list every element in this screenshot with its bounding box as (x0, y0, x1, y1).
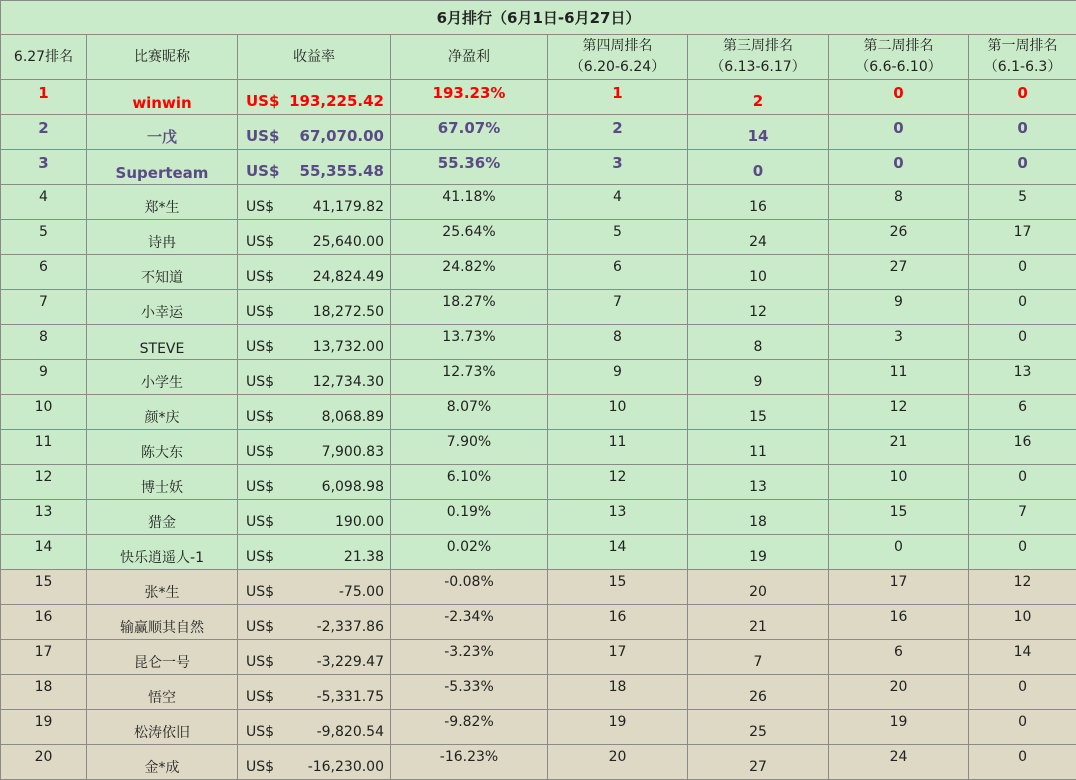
header-week2-dates: （6.6-6.10） (829, 57, 968, 78)
rank-cell: 3 (1, 150, 87, 185)
week4-rank-cell: 14 (548, 535, 688, 570)
week4-rank-cell: 5 (548, 220, 688, 255)
week3-rank-cell: 15 (688, 395, 829, 430)
week1-rank-cell: 13 (969, 360, 1076, 395)
profit-amount: 25,640.00 (313, 234, 384, 250)
profit-amount: 7,900.83 (322, 444, 384, 460)
week4-rank-cell: 16 (548, 605, 688, 640)
header-name: 比赛昵称 (87, 35, 238, 80)
week4-rank-cell: 6 (548, 255, 688, 290)
header-week3-label: 第三周排名 (688, 36, 828, 57)
currency-label: US$ (246, 92, 279, 110)
rank-cell: 16 (1, 605, 87, 640)
header-net: 净盈利 (391, 35, 548, 80)
table-row (1, 220, 1076, 255)
profit-amount: 67,070.00 (300, 127, 384, 145)
week3-rank-cell: 0 (688, 150, 829, 185)
week4-rank-cell: 10 (548, 395, 688, 430)
nickname-cell: 小幸运 (87, 290, 238, 325)
currency-label: US$ (246, 304, 274, 320)
profit-cell (238, 535, 391, 570)
currency-label: US$ (246, 444, 274, 460)
profit-amount: 193,225.42 (289, 92, 384, 110)
week4-rank-cell: 13 (548, 500, 688, 535)
currency-label: US$ (246, 374, 274, 390)
week1-rank-cell: 0 (969, 675, 1076, 710)
table-row (1, 535, 1076, 570)
week1-rank-cell: 0 (969, 290, 1076, 325)
week4-rank-cell: 17 (548, 640, 688, 675)
rank-cell: 2 (1, 115, 87, 150)
week3-rank-cell: 24 (688, 220, 829, 255)
table-row (1, 255, 1076, 290)
week3-rank-cell: 13 (688, 465, 829, 500)
profit-cell (238, 710, 391, 745)
rank-cell: 20 (1, 745, 87, 780)
week1-rank-cell: 0 (969, 115, 1076, 150)
week3-rank-cell: 25 (688, 710, 829, 745)
header-week1 (969, 35, 1076, 80)
currency-label: US$ (246, 619, 274, 635)
week4-rank-cell: 19 (548, 710, 688, 745)
week2-rank-cell: 12 (829, 395, 969, 430)
week1-rank-cell: 0 (969, 465, 1076, 500)
header-week2-label: 第二周排名 (829, 36, 968, 57)
profit-cell (238, 255, 391, 290)
table-row (1, 325, 1076, 360)
net-profit-cell: 55.36% (391, 150, 548, 185)
profit-amount: -3,229.47 (317, 654, 384, 670)
rank-cell: 18 (1, 675, 87, 710)
week2-rank-cell: 3 (829, 325, 969, 360)
rank-cell: 9 (1, 360, 87, 395)
nickname-cell: 郑*生 (87, 185, 238, 220)
profit-cell (238, 115, 391, 150)
header-rank: 6.27排名 (1, 35, 87, 80)
rank-cell: 8 (1, 325, 87, 360)
table-row (1, 150, 1076, 185)
table-row (1, 290, 1076, 325)
week4-rank-cell: 7 (548, 290, 688, 325)
week3-rank-cell: 11 (688, 430, 829, 465)
week2-rank-cell: 11 (829, 360, 969, 395)
header-profit: 收益率 (238, 35, 391, 80)
week4-rank-cell: 3 (548, 150, 688, 185)
net-profit-cell: -9.82% (391, 710, 548, 745)
week2-rank-cell: 8 (829, 185, 969, 220)
week3-rank-cell: 21 (688, 605, 829, 640)
week3-rank-cell: 20 (688, 570, 829, 605)
nickname-cell: 昆仑一号 (87, 640, 238, 675)
week2-rank-cell: 21 (829, 430, 969, 465)
profit-cell (238, 150, 391, 185)
week3-rank-cell: 2 (688, 80, 829, 115)
nickname-cell: 不知道 (87, 255, 238, 290)
profit-cell (238, 605, 391, 640)
week3-rank-cell: 18 (688, 500, 829, 535)
rank-cell: 19 (1, 710, 87, 745)
week3-rank-cell: 27 (688, 745, 829, 780)
net-profit-cell: 67.07% (391, 115, 548, 150)
week4-rank-cell: 9 (548, 360, 688, 395)
profit-amount: -5,331.75 (317, 689, 384, 705)
header-week3 (688, 35, 829, 80)
profit-cell (238, 570, 391, 605)
rank-cell: 10 (1, 395, 87, 430)
table-row (1, 500, 1076, 535)
table-row (1, 570, 1076, 605)
profit-cell (238, 465, 391, 500)
week3-rank-cell: 7 (688, 640, 829, 675)
nickname-cell: 张*生 (87, 570, 238, 605)
week1-rank-cell: 6 (969, 395, 1076, 430)
week1-rank-cell: 16 (969, 430, 1076, 465)
net-profit-cell: 25.64% (391, 220, 548, 255)
week2-rank-cell: 9 (829, 290, 969, 325)
week2-rank-cell: 0 (829, 80, 969, 115)
rank-cell: 12 (1, 465, 87, 500)
nickname-cell: 输赢顺其自然 (87, 605, 238, 640)
profit-cell (238, 675, 391, 710)
nickname-cell: winwin (87, 80, 238, 115)
net-profit-cell: 13.73% (391, 325, 548, 360)
table-row (1, 465, 1076, 500)
net-profit-cell: -2.34% (391, 605, 548, 640)
header-week4-dates: （6.20-6.24） (548, 57, 687, 78)
currency-label: US$ (246, 127, 279, 145)
profit-amount: 6,098.98 (322, 479, 384, 495)
week4-rank-cell: 1 (548, 80, 688, 115)
week3-rank-cell: 12 (688, 290, 829, 325)
profit-cell (238, 640, 391, 675)
week3-rank-cell: 9 (688, 360, 829, 395)
week4-rank-cell: 11 (548, 430, 688, 465)
week1-rank-cell: 0 (969, 745, 1076, 780)
rank-cell: 4 (1, 185, 87, 220)
title-row (1, 1, 1076, 35)
week3-rank-cell: 16 (688, 185, 829, 220)
profit-cell (238, 500, 391, 535)
net-profit-cell: 24.82% (391, 255, 548, 290)
week1-rank-cell: 14 (969, 640, 1076, 675)
net-profit-cell: -5.33% (391, 675, 548, 710)
nickname-cell: 松涛依旧 (87, 710, 238, 745)
week1-rank-cell: 0 (969, 255, 1076, 290)
rank-cell: 1 (1, 80, 87, 115)
week2-rank-cell: 0 (829, 115, 969, 150)
table-row (1, 640, 1076, 675)
week3-rank-cell: 26 (688, 675, 829, 710)
week2-rank-cell: 15 (829, 500, 969, 535)
week1-rank-cell: 0 (969, 710, 1076, 745)
currency-label: US$ (246, 549, 274, 565)
week2-rank-cell: 17 (829, 570, 969, 605)
profit-cell (238, 185, 391, 220)
table-row (1, 115, 1076, 150)
profit-amount: 24,824.49 (313, 269, 384, 285)
nickname-cell: 诗冉 (87, 220, 238, 255)
week2-rank-cell: 6 (829, 640, 969, 675)
header-week1-dates: （6.1-6.3） (969, 57, 1076, 78)
rank-cell: 6 (1, 255, 87, 290)
currency-label: US$ (246, 514, 274, 530)
profit-amount: -9,820.54 (317, 724, 384, 740)
net-profit-cell: 18.27% (391, 290, 548, 325)
week3-rank-cell: 19 (688, 535, 829, 570)
currency-label: US$ (246, 479, 274, 495)
currency-label: US$ (246, 269, 274, 285)
table-row (1, 395, 1076, 430)
profit-cell (238, 745, 391, 780)
profit-cell (238, 325, 391, 360)
net-profit-cell: 8.07% (391, 395, 548, 430)
table-row (1, 675, 1076, 710)
table-title: 6月排行（6月1日-6月27日） (1, 1, 1076, 35)
profit-amount: 8,068.89 (322, 409, 384, 425)
net-profit-cell: 41.18% (391, 185, 548, 220)
week1-rank-cell: 5 (969, 185, 1076, 220)
currency-label: US$ (246, 199, 274, 215)
rank-cell: 15 (1, 570, 87, 605)
profit-cell (238, 80, 391, 115)
rank-cell: 14 (1, 535, 87, 570)
week2-rank-cell: 0 (829, 150, 969, 185)
week1-rank-cell: 0 (969, 325, 1076, 360)
profit-amount: 190.00 (335, 514, 384, 530)
table-row (1, 710, 1076, 745)
header-row (1, 35, 1076, 80)
nickname-cell: 一戊 (87, 115, 238, 150)
profit-cell (238, 430, 391, 465)
net-profit-cell: 6.10% (391, 465, 548, 500)
nickname-cell: 悟空 (87, 675, 238, 710)
profit-amount: 55,355.48 (300, 162, 384, 180)
nickname-cell: 猎金 (87, 500, 238, 535)
week1-rank-cell: 10 (969, 605, 1076, 640)
net-profit-cell: 0.02% (391, 535, 548, 570)
profit-amount: 13,732.00 (313, 339, 384, 355)
header-week4 (548, 35, 688, 80)
nickname-cell: 颜*庆 (87, 395, 238, 430)
week2-rank-cell: 10 (829, 465, 969, 500)
table-row (1, 185, 1076, 220)
currency-label: US$ (246, 724, 274, 740)
profit-amount: 12,734.30 (313, 374, 384, 390)
table-row (1, 605, 1076, 640)
week2-rank-cell: 19 (829, 710, 969, 745)
week2-rank-cell: 16 (829, 605, 969, 640)
rank-cell: 7 (1, 290, 87, 325)
week3-rank-cell: 10 (688, 255, 829, 290)
week2-rank-cell: 0 (829, 535, 969, 570)
week4-rank-cell: 18 (548, 675, 688, 710)
week3-rank-cell: 14 (688, 115, 829, 150)
net-profit-cell: 0.19% (391, 500, 548, 535)
table-row (1, 80, 1076, 115)
week4-rank-cell: 4 (548, 185, 688, 220)
profit-cell (238, 360, 391, 395)
profit-amount: 18,272.50 (313, 304, 384, 320)
net-profit-cell: 193.23% (391, 80, 548, 115)
week4-rank-cell: 15 (548, 570, 688, 605)
table-row (1, 360, 1076, 395)
week1-rank-cell: 7 (969, 500, 1076, 535)
week4-rank-cell: 8 (548, 325, 688, 360)
rank-cell: 17 (1, 640, 87, 675)
table-row (1, 745, 1076, 780)
currency-label: US$ (246, 162, 279, 180)
header-week3-dates: （6.13-6.17） (688, 57, 828, 78)
week2-rank-cell: 20 (829, 675, 969, 710)
header-week1-label: 第一周排名 (969, 36, 1076, 57)
week2-rank-cell: 27 (829, 255, 969, 290)
week2-rank-cell: 26 (829, 220, 969, 255)
nickname-cell: 快乐逍遥人-1 (87, 535, 238, 570)
week1-rank-cell: 0 (969, 535, 1076, 570)
week1-rank-cell: 17 (969, 220, 1076, 255)
net-profit-cell: -3.23% (391, 640, 548, 675)
nickname-cell: 陈大东 (87, 430, 238, 465)
net-profit-cell: 7.90% (391, 430, 548, 465)
profit-cell (238, 395, 391, 430)
currency-label: US$ (246, 654, 274, 670)
net-profit-cell: 12.73% (391, 360, 548, 395)
week4-rank-cell: 20 (548, 745, 688, 780)
currency-label: US$ (246, 689, 274, 705)
net-profit-cell: -0.08% (391, 570, 548, 605)
rank-cell: 13 (1, 500, 87, 535)
nickname-cell: Superteam (87, 150, 238, 185)
week4-rank-cell: 2 (548, 115, 688, 150)
profit-amount: -75.00 (339, 584, 384, 600)
table-row (1, 430, 1076, 465)
week3-rank-cell: 8 (688, 325, 829, 360)
nickname-cell: 小学生 (87, 360, 238, 395)
currency-label: US$ (246, 759, 274, 775)
currency-label: US$ (246, 409, 274, 425)
nickname-cell: 博士妖 (87, 465, 238, 500)
nickname-cell: 金*成 (87, 745, 238, 780)
week4-rank-cell: 12 (548, 465, 688, 500)
rank-cell: 11 (1, 430, 87, 465)
profit-amount: -2,337.86 (317, 619, 384, 635)
week1-rank-cell: 0 (969, 80, 1076, 115)
week2-rank-cell: 24 (829, 745, 969, 780)
nickname-cell: STEVE (87, 325, 238, 360)
profit-cell (238, 220, 391, 255)
profit-amount: 21.38 (344, 549, 384, 565)
currency-label: US$ (246, 339, 274, 355)
header-week4-label: 第四周排名 (548, 36, 687, 57)
week1-rank-cell: 0 (969, 150, 1076, 185)
week1-rank-cell: 12 (969, 570, 1076, 605)
currency-label: US$ (246, 584, 274, 600)
currency-label: US$ (246, 234, 274, 250)
net-profit-cell: -16.23% (391, 745, 548, 780)
profit-cell (238, 290, 391, 325)
profit-amount: -16,230.00 (308, 759, 384, 775)
rank-cell: 5 (1, 220, 87, 255)
header-week2 (829, 35, 969, 80)
profit-amount: 41,179.82 (313, 199, 384, 215)
